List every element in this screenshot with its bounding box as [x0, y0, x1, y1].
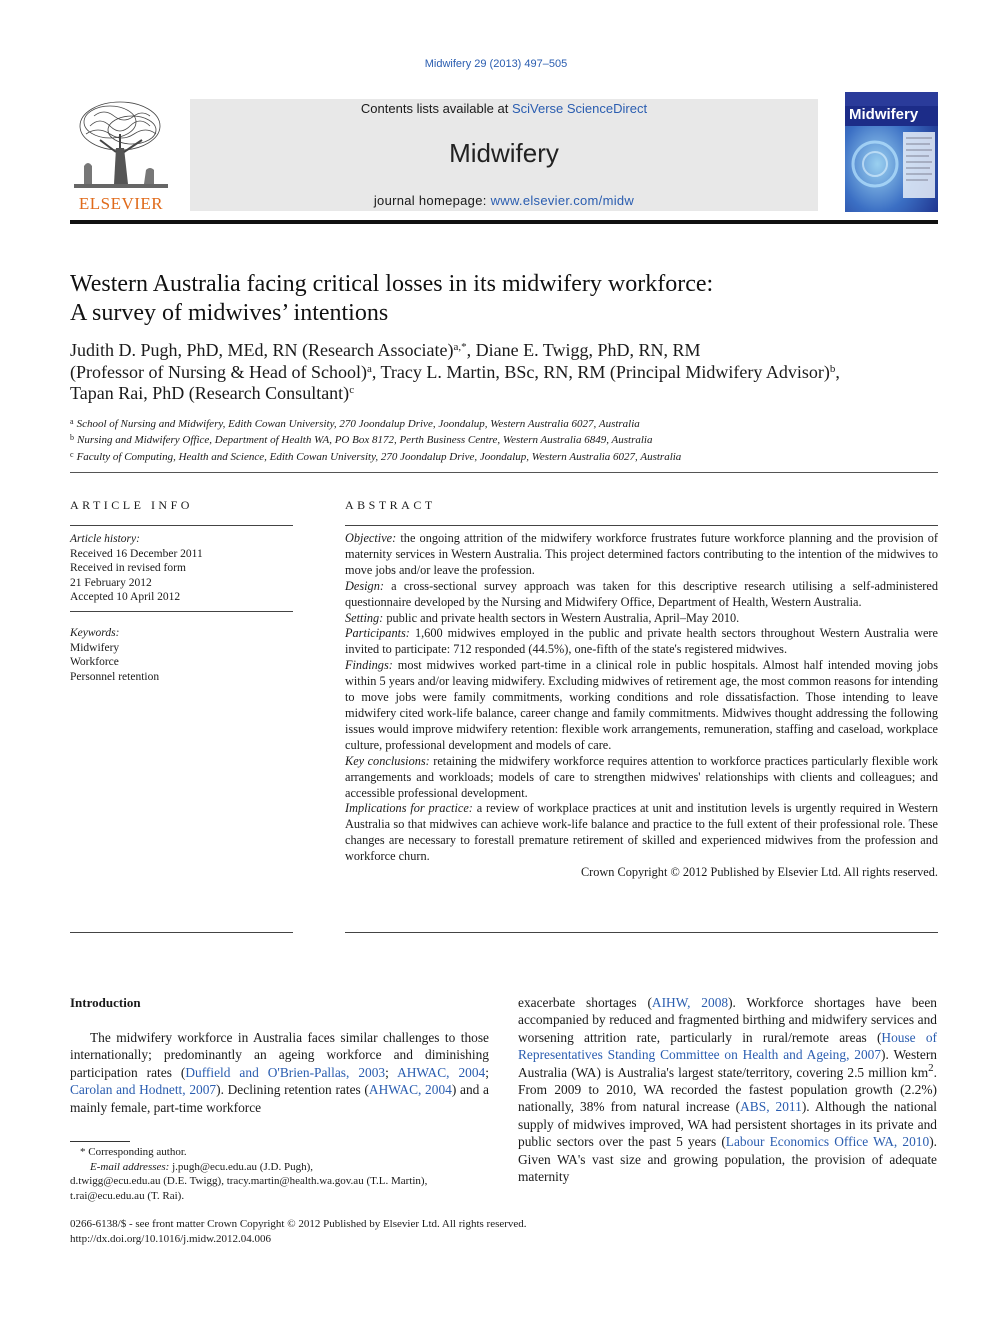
- author-role: (Professor of Nursing & Head of School): [70, 361, 367, 382]
- contents-line: Contents lists available at SciVerse ScienceDirect: [360, 101, 648, 116]
- cover-title: Midwifery: [849, 106, 919, 123]
- sciencedirect-link[interactable]: SciVerse ScienceDirect: [511, 101, 648, 116]
- elsevier-wordmark: ELSEVIER: [78, 194, 164, 213]
- affiliation: $^c$ Faculty of Computing, Health and Science, Edith Cowan University, 270 Joondalup Drive, Joondalup, Western Australia 6027, Australia: [70, 449, 682, 463]
- divider: [70, 472, 938, 473]
- keyword[interactable]: Personnel retention: [70, 670, 160, 683]
- journal-homepage-link[interactable]: www.elsevier.com/midw: [490, 193, 635, 208]
- email-link[interactable]: d.twigg@ecu.edu.au (D.E. Twigg), tracy.martin@health.wa.gov.au (T.L. Martin),: [70, 1175, 428, 1187]
- abstract-copyright: Crown Copyright © 2012 Published by Elsevier Ltd. All rights reserved.: [580, 865, 938, 880]
- footnote-rule: [70, 1141, 130, 1142]
- author-name[interactable]: Tracy L. Martin, BSc, RN, RM (Principal Midwifery Advisor): [380, 361, 830, 382]
- affil-mark[interactable]: a,*: [453, 341, 467, 353]
- front-matter-info: [70, 1217, 770, 1246]
- email-link[interactable]: t.rai@ecu.edu.au (T. Rai).: [70, 1189, 185, 1202]
- article-title: Western Australia facing critical losses in its midwifery workforce: A survey of midwives’ intentions: [70, 271, 714, 326]
- affiliation: $^b$ Nursing and Midwifery Office, Department of Health WA, PO Box 8172, Perth Business Centre, Western Australia 6849, Australia: [70, 433, 653, 447]
- abstract-participants: Participants: 1,600 midwives employed in the public and private health sectors throughout Western Australia were invited to participate: 712 responded (44.5%), one-fifth of the state's registered midwives.: [345, 626, 938, 657]
- reference-link[interactable]: AHWAC, 2004: [368, 1082, 452, 1098]
- affiliations: [70, 415, 950, 464]
- abstract-body: [345, 531, 938, 881]
- author-list: Judith D. Pugh, PhD, MEd, RN (Research Associate)$^{a,*}$, Diane E. Twigg, PhD, RN, RM (Professor of Nursing & Head of School)$^a$, Tracy L. Martin, BSc, RN, RM (Principal Midwifery Advisor)$^b$, Tapan Rai, PhD (Research Consultant)$^c$: [70, 340, 840, 403]
- reference-link[interactable]: AIHW, 2008: [651, 995, 729, 1010]
- elsevier-logo: [70, 96, 172, 214]
- divider: [70, 525, 293, 526]
- article-history: Article history: Received 16 December 2011 Received in revised form 21 February 2012 Accepted 10 April 2012: [70, 533, 203, 603]
- author-name[interactable]: Diane E. Twigg, PhD, RN, RM: [475, 340, 701, 360]
- keyword[interactable]: Midwifery: [70, 641, 120, 654]
- reference-link[interactable]: Labour Economics Office WA, 2010: [725, 1134, 930, 1150]
- divider: [70, 932, 293, 933]
- author-name[interactable]: Tapan Rai, PhD (Research Consultant): [70, 383, 350, 403]
- abstract-heading: ABSTRACT: [345, 498, 436, 512]
- divider: [345, 932, 938, 933]
- divider: [345, 525, 938, 526]
- reference-link[interactable]: Carolan and Hodnett, 2007: [70, 1082, 217, 1098]
- body-column-left: The midwifery workforce in Australia faces similar challenges to those internationally; predominantly an ageing workforce and diminishing participation rates (Duffield and O'Brien-Pallas, 2003; AHWAC, 2004; Carolan and Hodnett, 2007). Declining retention rates (AHWAC, 2004) and a mainly female, part-time workforce: [70, 1030, 489, 1115]
- abstract-findings: Findings: most midwives worked part-time in a clinical role in public hospitals. Almost half intended moving jobs within 5 years and/or leaving midwifery. Excluding midwives of retirement age, the most common reasons for intending to move jobs were family commitments, working conditions and role dissatisfaction. Those intending to leave midwifery cited work-life balance, career change and family commitments. Midwives thought addressing the following issues would improve midwifery retention: flexible work arrangements, remuneration, staffing and caseload, workplace culture, professional development and models of care.: [345, 658, 938, 752]
- journal-cover-image[interactable]: [845, 92, 938, 212]
- author-name[interactable]: Judith D. Pugh, PhD, MEd, RN (Research Associate): [70, 340, 454, 360]
- affiliation: $^a$ School of Nursing and Midwifery, Edith Cowan University, 270 Joondalup Drive, Joondalup, Western Australia 6027, Australia: [70, 417, 640, 430]
- homepage-line: journal homepage: www.elsevier.com/midw: [373, 193, 635, 208]
- doi-link[interactable]: http://dx.doi.org/10.1016/j.midw.2012.04.006: [70, 1232, 272, 1245]
- section-heading-introduction: Introduction: [70, 995, 141, 1010]
- affil-mark[interactable]: b: [829, 362, 836, 375]
- abstract-key-conclusions: Key conclusions: retaining the midwifery workforce requires attention to workforce practices particularly flexible work arrangements and workloads; models of care to strengthen midwives' relationships with clients and colleagues; and accessible professional development.: [345, 753, 938, 800]
- issn-line: 0266-6138/$ - see front matter Crown Copyright © 2012 Published by Elsevier Ltd. All rights reserved.: [70, 1218, 527, 1230]
- abstract-implications: Implications for practice: a review of workplace practices at unit and institution levels is urgently required in Western Australia so that midwives can achieve work-life balance and practice to the full extent of their professional role. These changes are necessary to forestall premature retirement of skilled and experienced midwives from the profession and workforce churn.: [345, 801, 938, 864]
- reference-link[interactable]: House of Representatives Standing Committee on Health and Ageing, 2007: [518, 1029, 937, 1063]
- footnotes: [70, 1145, 489, 1203]
- abstract-objective: Objective: the ongoing attrition of the midwifery workforce frustrates future workforce planning and the provision of maternity services in Western Australia. This project determined factors contributing to the intention of the midwives to move jobs and/or leave the profession.: [345, 531, 938, 577]
- affil-mark[interactable]: a: [366, 362, 372, 375]
- email-addresses: E-mail addresses: j.pugh@ecu.edu.au (J.D. Pugh),: [90, 1160, 313, 1173]
- keywords: Keywords: Midwifery Workforce Personnel retention: [70, 626, 293, 684]
- reference-link[interactable]: Duffield and O'Brien-Pallas, 2003: [185, 1064, 386, 1080]
- abstract-setting: Setting: public and private health sectors in Western Australia, April–May 2010.: [345, 610, 740, 625]
- email-link[interactable]: j.pugh@ecu.edu.au (J.D. Pugh),: [169, 1160, 313, 1173]
- header-rule: [70, 220, 938, 224]
- abstract-design: Design: a cross-sectional survey approach was taken for this descriptive research utilising a self-administered questionnaire developed by the Nursing and Midwifery Office, Department of Health, Western Australia.: [345, 578, 938, 609]
- journal-name: Midwifery: [449, 138, 559, 168]
- journal-citation[interactable]: Midwifery 29 (2013) 497–505: [424, 58, 568, 70]
- corresponding-author-note: * Corresponding author.: [80, 1146, 187, 1158]
- keyword[interactable]: Workforce: [70, 656, 119, 668]
- affil-mark[interactable]: c: [349, 384, 355, 396]
- body-column-right: exacerbate shortages (AIHW, 2008). Workforce shortages have been accompanied by reduced and fragmented birthing and midwifery services and worsening attrition rate, particularly in rural/remote areas (House of Representatives Standing Committee on Health and Ageing, 2007). Western Australia (WA) is Australia's largest state/territory, covering 2.5 million $km^2$. From 2009 to 2010, WA recorded the fastest population growth (2.2%) nationally, 38% from natural increase (ABS, 2011). Although the national supply of midwives improved, WA had persistent shortages in its private and public sectors over the past 5 years (Labour Economics Office WA, 2010). Given WA's vast size and growing population, the provision of adequate maternity: [518, 995, 937, 1185]
- reference-link[interactable]: AHWAC, 2004: [397, 1064, 486, 1080]
- divider: [70, 611, 293, 612]
- reference-link[interactable]: ABS, 2011: [740, 1099, 802, 1115]
- article-info-heading: ARTICLE INFO: [70, 498, 193, 512]
